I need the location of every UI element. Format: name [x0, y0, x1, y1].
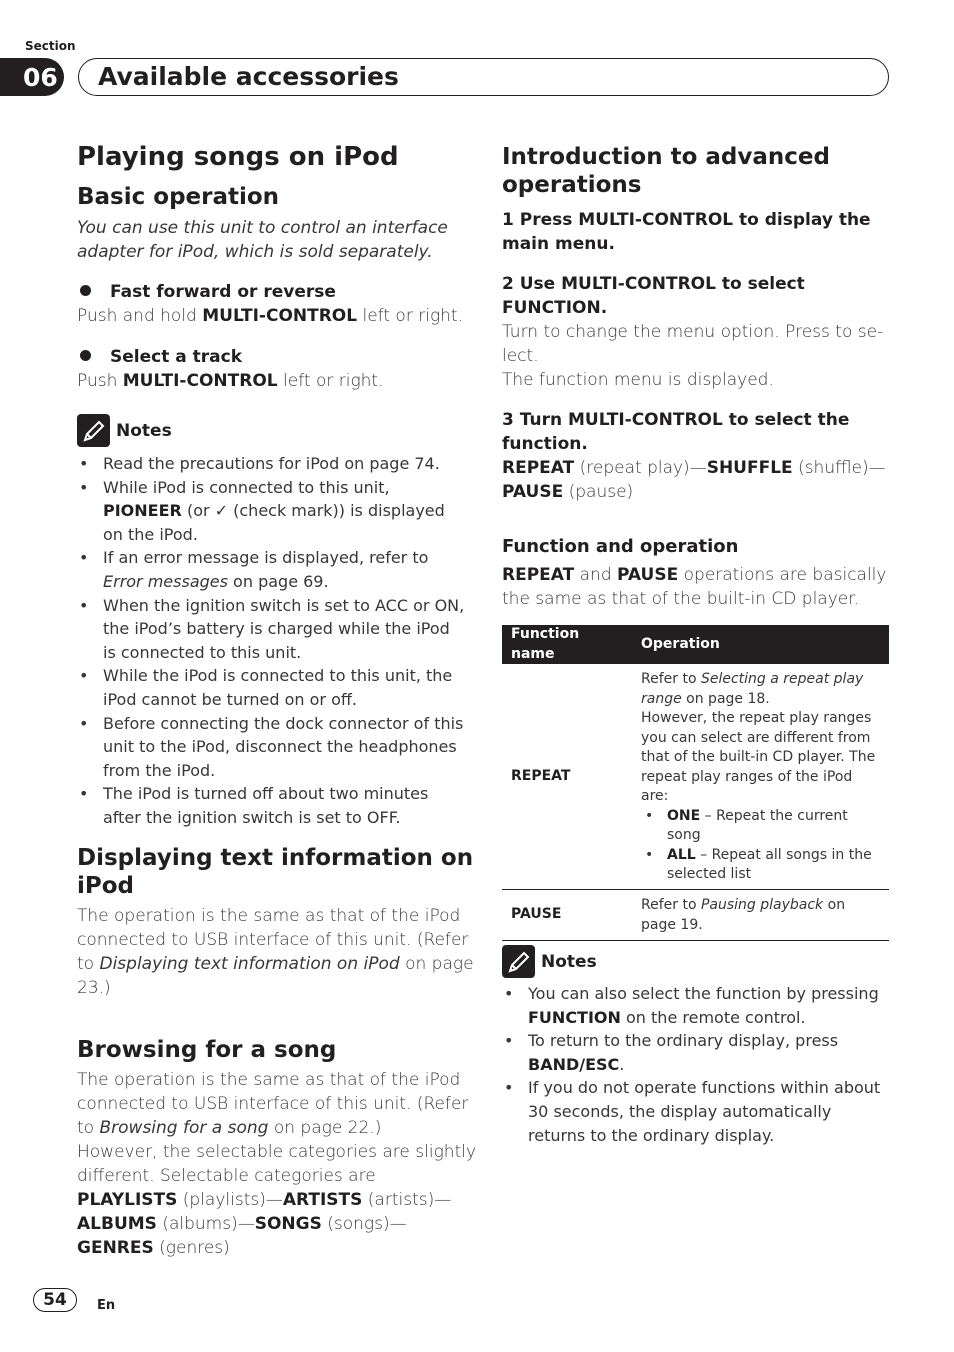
table-row — [502, 664, 889, 889]
language-label: En — [97, 1298, 116, 1313]
select-track-text: Push MULTI-CONTROL left or right. — [77, 371, 384, 391]
bullet-dot-icon — [80, 350, 91, 361]
function-operation-heading: Function and operation — [502, 536, 739, 557]
note-item: • When the ignition switch is set to ACC or ON, the iPod’s battery is charged while the iPod is connected to this unit. — [77, 594, 467, 665]
function-name-cell: REPEAT — [502, 664, 632, 889]
note-item: • To return to the ordinary display, press BAND/ESC. — [502, 1029, 889, 1076]
function-table — [502, 625, 889, 941]
note-item: • While the iPod is connected to this unit, the iPod cannot be turned on or off. — [77, 664, 467, 711]
note-item: • While iPod is connected to this unit, PIONEER (or ✓ (check mark)) is displayed on the iPod. — [77, 476, 467, 547]
function-operation-body: REPEAT and PAUSE operations are basically the same as that of the built-in CD player. — [502, 565, 887, 609]
note-item: • Before connecting the dock connector of this unit to the iPod, disconnect the headphones from the iPod. — [77, 712, 467, 783]
section-number: 06 — [0, 58, 64, 96]
displaying-text-body: The operation is the same as that of the iPod connected to USB interface of this unit. (Refer to Displaying text information on iPod on page 23.) — [77, 906, 474, 998]
notes-title: Notes — [541, 951, 597, 972]
sub-item: • ONE – Repeat the current song — [641, 807, 880, 846]
select-track-title: Select a track — [80, 345, 242, 369]
advanced-operations-heading: Introduction to advanced operations — [502, 144, 830, 198]
step-3-body: REPEAT (repeat play)—SHUFFLE (shuffle)— PAUSE (pause) — [502, 458, 886, 502]
table-row — [502, 889, 889, 940]
notes-header — [77, 414, 172, 447]
col-function-name: Function name — [502, 625, 632, 664]
fast-forward-title: Fast forward or reverse — [80, 280, 336, 304]
section-title: Available accessories — [98, 62, 399, 91]
displaying-text-heading: Displaying text information on iPod — [77, 845, 474, 899]
browsing-body: The operation is the same as that of the iPod connected to USB interface of this unit. (Refer to Browsing for a song on page 22.) However, the selectable categories are slightly different. Selectable categories are PLAYLISTS (playlists)—ARTISTS (artists)— ALBUMS (albums)—SONGS (songs)— GENRES (genres) — [77, 1070, 477, 1258]
operation-cell: Refer to Selecting a repeat play range on page 18. However, the repeat play ranges you can select are different from that of the built-in CD player. The repeat play ranges of the iPod are: • ONE – Repeat the current song • ALL – Repeat all songs in the selected list — [632, 664, 889, 889]
step-3: 3 Turn MULTI-CONTROL to select the function. — [502, 410, 850, 454]
note-item: • You can also select the function by pressing FUNCTION on the remote control. — [502, 982, 889, 1029]
basic-operation-heading: Basic operation — [77, 184, 280, 210]
step-1: 1 Press MULTI-CONTROL to display the main menu. — [502, 210, 871, 254]
note-item: • Read the precautions for iPod on page 74. — [77, 452, 467, 476]
step-2: 2 Use MULTI-CONTROL to select FUNCTION. — [502, 274, 805, 318]
operation-cell: Refer to Pausing playback on page 19. — [632, 889, 889, 940]
pencil-icon — [77, 414, 110, 447]
notes-list — [502, 982, 889, 1147]
note-item: • If an error message is displayed, refer to Error messages on page 69. — [77, 546, 467, 593]
basic-operation-intro: You can use this unit to control an interface adapter for iPod, which is sold separately. — [77, 218, 448, 262]
pencil-icon — [502, 945, 535, 978]
notes-title: Notes — [116, 420, 172, 441]
function-name-cell: PAUSE — [502, 889, 632, 940]
step-2-body: Turn to change the menu option. Press to se- lect. The function menu is displayed. — [502, 322, 884, 390]
col-operation: Operation — [632, 625, 889, 664]
section-label: Section — [25, 39, 76, 53]
fast-forward-text: Push and hold MULTI-CONTROL left or right. — [77, 306, 463, 326]
table-header-row — [502, 625, 889, 664]
note-item: • If you do not operate functions within about 30 seconds, the display automatically returns to the ordinary display. — [502, 1076, 889, 1147]
bullet-dot-icon — [80, 285, 91, 296]
page-number: 54 — [33, 1288, 77, 1312]
notes-header — [502, 945, 597, 978]
note-item: • The iPod is turned off about two minutes after the ignition switch is set to OFF. — [77, 782, 467, 829]
sub-item: • ALL – Repeat all songs in the selected list — [641, 846, 880, 885]
page-title: Playing songs on iPod — [77, 142, 399, 172]
browsing-heading: Browsing for a song — [77, 1037, 337, 1063]
notes-list — [77, 452, 467, 830]
